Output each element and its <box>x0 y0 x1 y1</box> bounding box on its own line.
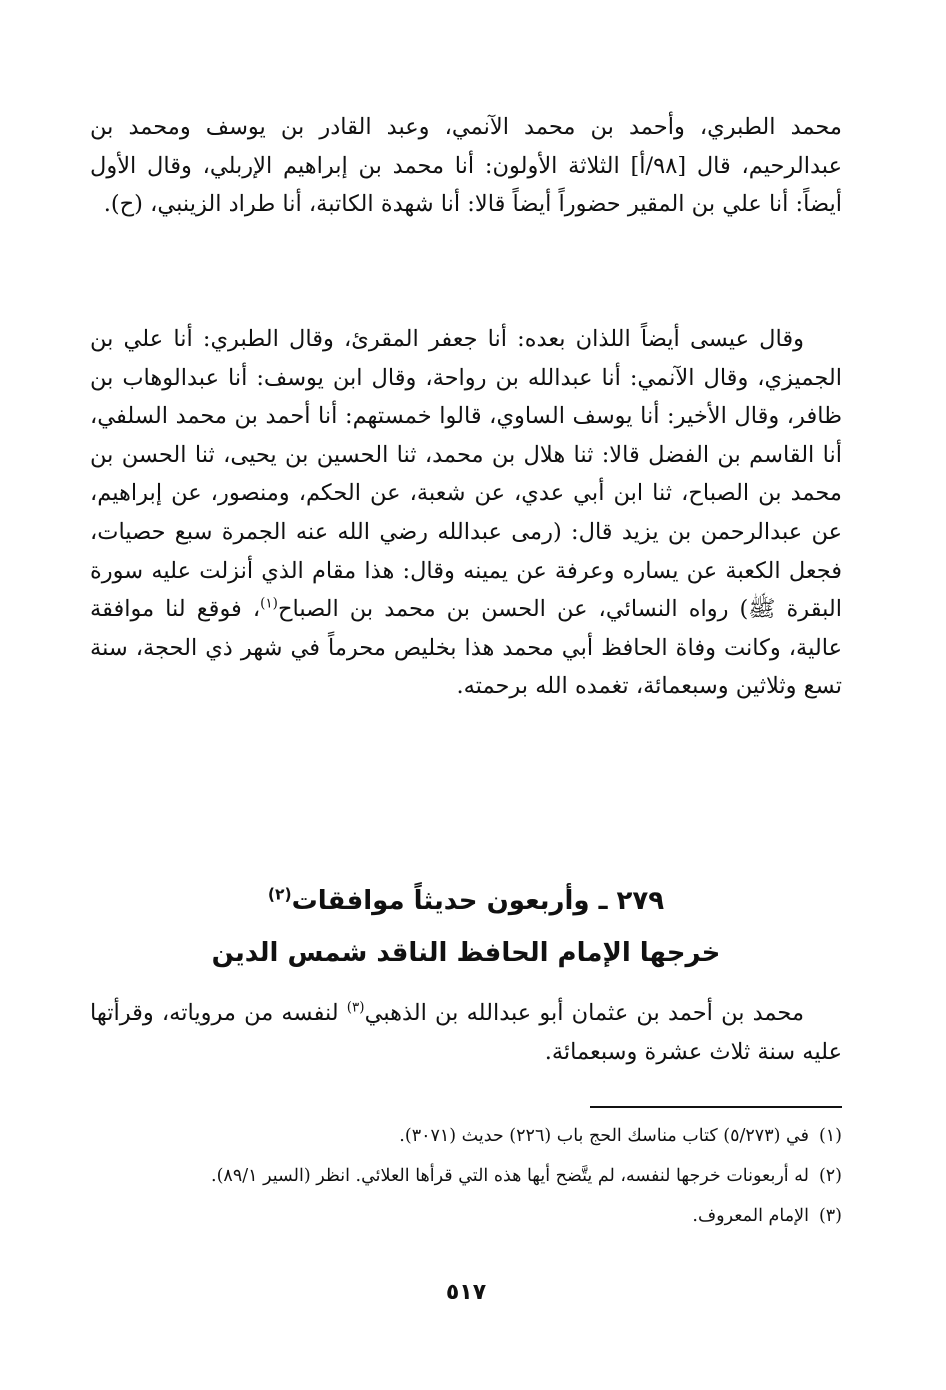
footnote-number: (١) <box>818 1126 842 1146</box>
section-heading <box>90 875 842 979</box>
footnote-3 <box>90 1200 842 1232</box>
footnote-number: (٢) <box>818 1166 842 1186</box>
paragraph-isnad-2 <box>90 320 842 706</box>
footnote-ref-3[interactable]: (٣) <box>346 999 365 1016</box>
footnote-ref-1[interactable]: (١) <box>260 595 278 612</box>
paragraph-intro <box>90 994 842 1071</box>
book-page <box>90 108 842 1358</box>
heading-title: ٢٧٩ ـ وأربعون حديثاً موافقات <box>291 886 665 916</box>
paragraph-body: وقال عيسى أيضاً اللذان بعده: أنا جعفر المقرئ، وقال الطبري: أنا علي بن الجميزي، وقال الآنمي: أنا عبدالله بن رواحة، وقال ابن يوسف: أنا عبدالوهاب بن ظافر، وقال الأخير: أنا يوسف الساوي، قالوا خمستهم: أنا أحمد بن محمد السلفي، أنا القاسم بن الفضل قالا: ثنا هلال بن محمد، ثنا الحسين بن يحيى، ثنا الحسن بن محمد بن الصباح، ثنا ابن أبي عدي، عن شعبة، عن الحكم، ومنصور، عن إبراهيم، عن عبدالرحمن بن يزيد قال: (رمى عبدالله رضي الله عنه الجمرة سبع حصيات، فجعل الكعبة عن يساره وعرفة عن يمينه وقال: هذا مقام الذي أنزلت عليه سورة البقرة ﷺ) رواه النسائي، عن الحسن بن محمد بن <box>90 326 842 623</box>
footnote-1 <box>90 1120 842 1152</box>
footnote-2 <box>90 1160 842 1192</box>
paragraph-tail: ، فوقع لنا موافقة عالية، وكانت وفاة الحافظ أبي محمد هذا بخليص محرماً في شهر ذي الحجة، سنة تسع وثلاثين وسبعمائة، تغمده الله برحمته. <box>90 596 842 700</box>
paragraph-body: محمد بن أحمد بن عثمان أبو عبدالله بن الذهبي <box>364 1000 805 1026</box>
page-number: ٥١٧ <box>445 1280 487 1305</box>
footnote-text: له أربعونات خرجها لنفسه، لم يتَّضح أيها هذه التي قرأها العلائي. انظر (السير ٨٩/١). <box>211 1166 809 1186</box>
footnotes <box>90 1120 842 1240</box>
footnote-text: في (٥/٢٧٣) كتاب مناسك الحج باب (٢٢٦) حديث (٣٠٧١). <box>399 1126 809 1146</box>
footnote-text: الإمام المعروف. <box>692 1206 809 1226</box>
footnote-number: (٣) <box>818 1206 842 1226</box>
paragraph-isnad-1: محمد الطبري، وأحمد بن محمد الآنمي، وعبد القادر بن يوسف ومحمد بن عبدالرحيم، قال [٩٨/أ] الثلاثة الأولون: أنا محمد بن إبراهيم الإربلي، وقال الأول أيضاً: أنا علي بن المقير حضوراً أيضاً قالا: أنا شهدة الكاتبة، أنا طراد الزينبي، (ح). <box>90 114 842 218</box>
heading-line-2: خرجها الإمام الحافظ الناقد شمس الدين <box>211 938 721 968</box>
heading-line-1 <box>90 875 842 927</box>
footnote-ref-2[interactable]: (٢) <box>267 885 292 904</box>
paragraph-tail: لنفسه من مروياته، وقرأتها عليه سنة ثلاث عشرة وسبعمائة. <box>90 1000 842 1065</box>
footnote-divider <box>590 1106 842 1108</box>
paragraph-tail-word: الصباح <box>277 596 339 623</box>
